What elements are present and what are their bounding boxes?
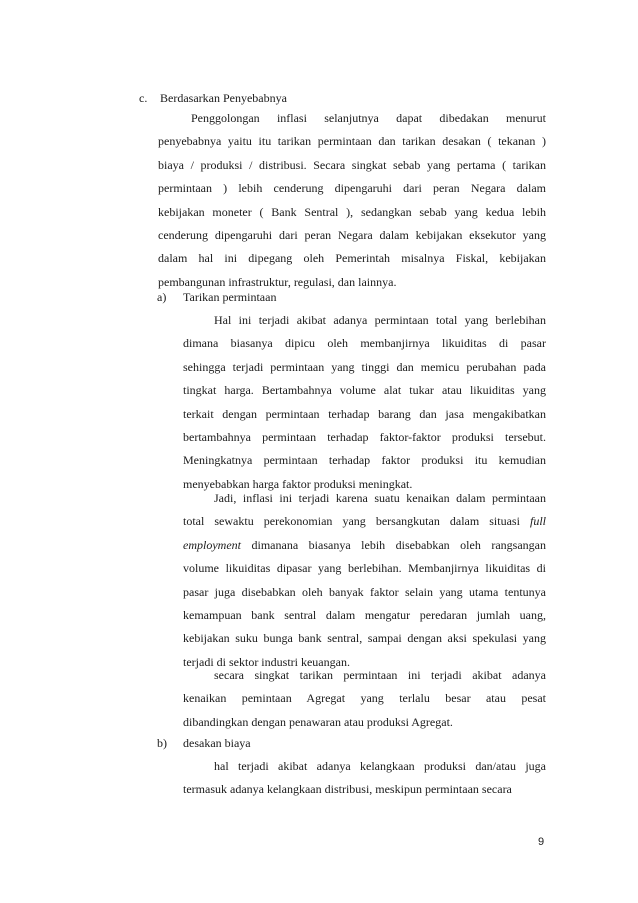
text-line: kebijakan suku bunga bank sentral, sampai dengan aksi spekulasi yang [183,631,546,646]
text-line: Jadi, inflasi ini terjadi karena suatu kenaikan dalam permintaan [214,491,546,505]
subsection-a-title: Tarikan permintaan [183,290,277,304]
paragraph-a1 [183,309,546,496]
subsection-b-label: b) [157,736,167,750]
section-title: Berdasarkan Penyebabnya [160,91,287,105]
text-line: kenaikan pemintaan Agregat yang terlalu besar atau pesat [183,691,546,706]
section-heading [139,90,287,106]
text-line: pasar juga disebabkan oleh banyak faktor selain yang utama tentunya [183,584,546,599]
subsection-a-heading [157,289,276,305]
text-line: terkait dengan permintaan terhadap barang dan jasa mengakibatkan [183,406,546,421]
text-line: dibandingkan dengan penawaran atau produksi Agregat. [183,714,453,729]
section-label: c. [139,91,148,105]
text-line: termasuk adanya kelangkaan distribusi, meskipun permintaan secara [183,782,512,797]
text-line: cenderung dipengaruhi dari peran Negara dalam kebijakan eksekutor yang [158,227,546,242]
paragraph-a3 [183,664,546,734]
subsection-b-heading [157,735,251,751]
paragraph-intro [158,107,546,294]
text-line: kebijakan moneter ( Bank Sentral ), sedangkan sebab yang kedua lebih [158,204,546,219]
text-line: employment dimanana biasanya lebih disebabkan oleh rangsangan [183,537,546,552]
text-line: penyebabnya yaitu itu tarikan permintaan dan tarikan desakan ( tekanan ) [158,134,546,149]
text-line: volume likuiditas dipasar yang berlebihan. Membanjirnya likuiditas di [183,561,546,576]
text-line: biaya / produksi / distribusi. Secara singkat sebab yang pertama ( tarikan [158,157,546,172]
paragraph-a2 [183,487,546,674]
text-line: terjadi di sektor industri keuangan. [183,654,350,669]
text-line: permintaan ) lebih cenderung dipengaruhi dari peran Negara dalam [158,181,546,196]
paragraph-b1 [183,755,546,802]
text-line: Hal ini terjadi akibat adanya permintaan total yang berlebihan [214,313,546,327]
page-number: 9 [538,836,545,848]
subsection-a-label: a) [157,290,167,304]
text-line: bertambahnya permintaan terhadap faktor-faktor produksi tersebut. [183,429,546,444]
text-line: pembangunan infrastruktur, regulasi, dan lainnya. [158,274,397,289]
text-line: sehingga terjadi permintaan yang tinggi dan memicu perubahan pada [183,359,546,374]
text-line: Meningkatnya permintaan terhadap faktor produksi itu kemudian [183,453,546,468]
text-line: total sewaktu perekonomian yang bersangkutan dalam situasi full [183,514,546,529]
subsection-b-title: desakan biaya [183,736,251,750]
text-line: dimana biasanya dipicu oleh membanjirnya likuiditas di pasar [183,336,546,351]
text-line: secara singkat tarikan permintaan ini terjadi akibat adanya [214,668,546,682]
text-line: Penggolongan inflasi selanjutnya dapat dibedakan menurut [191,111,546,125]
text-line: tingkat harga. Bertambahnya volume alat tukar atau likuiditas yang [183,383,546,398]
text-line: dalam hal ini dipegang oleh Pemerintah misalnya Fiskal, kebijakan [158,251,546,266]
text-line: hal terjadi akibat adanya kelangkaan produksi dan/atau juga [214,759,546,773]
text-line: kemampuan bank sentral dalam mengatur peredaran jumlah uang, [183,607,546,622]
text-line: menyebabkan harga faktor produksi meningkat. [183,476,413,491]
